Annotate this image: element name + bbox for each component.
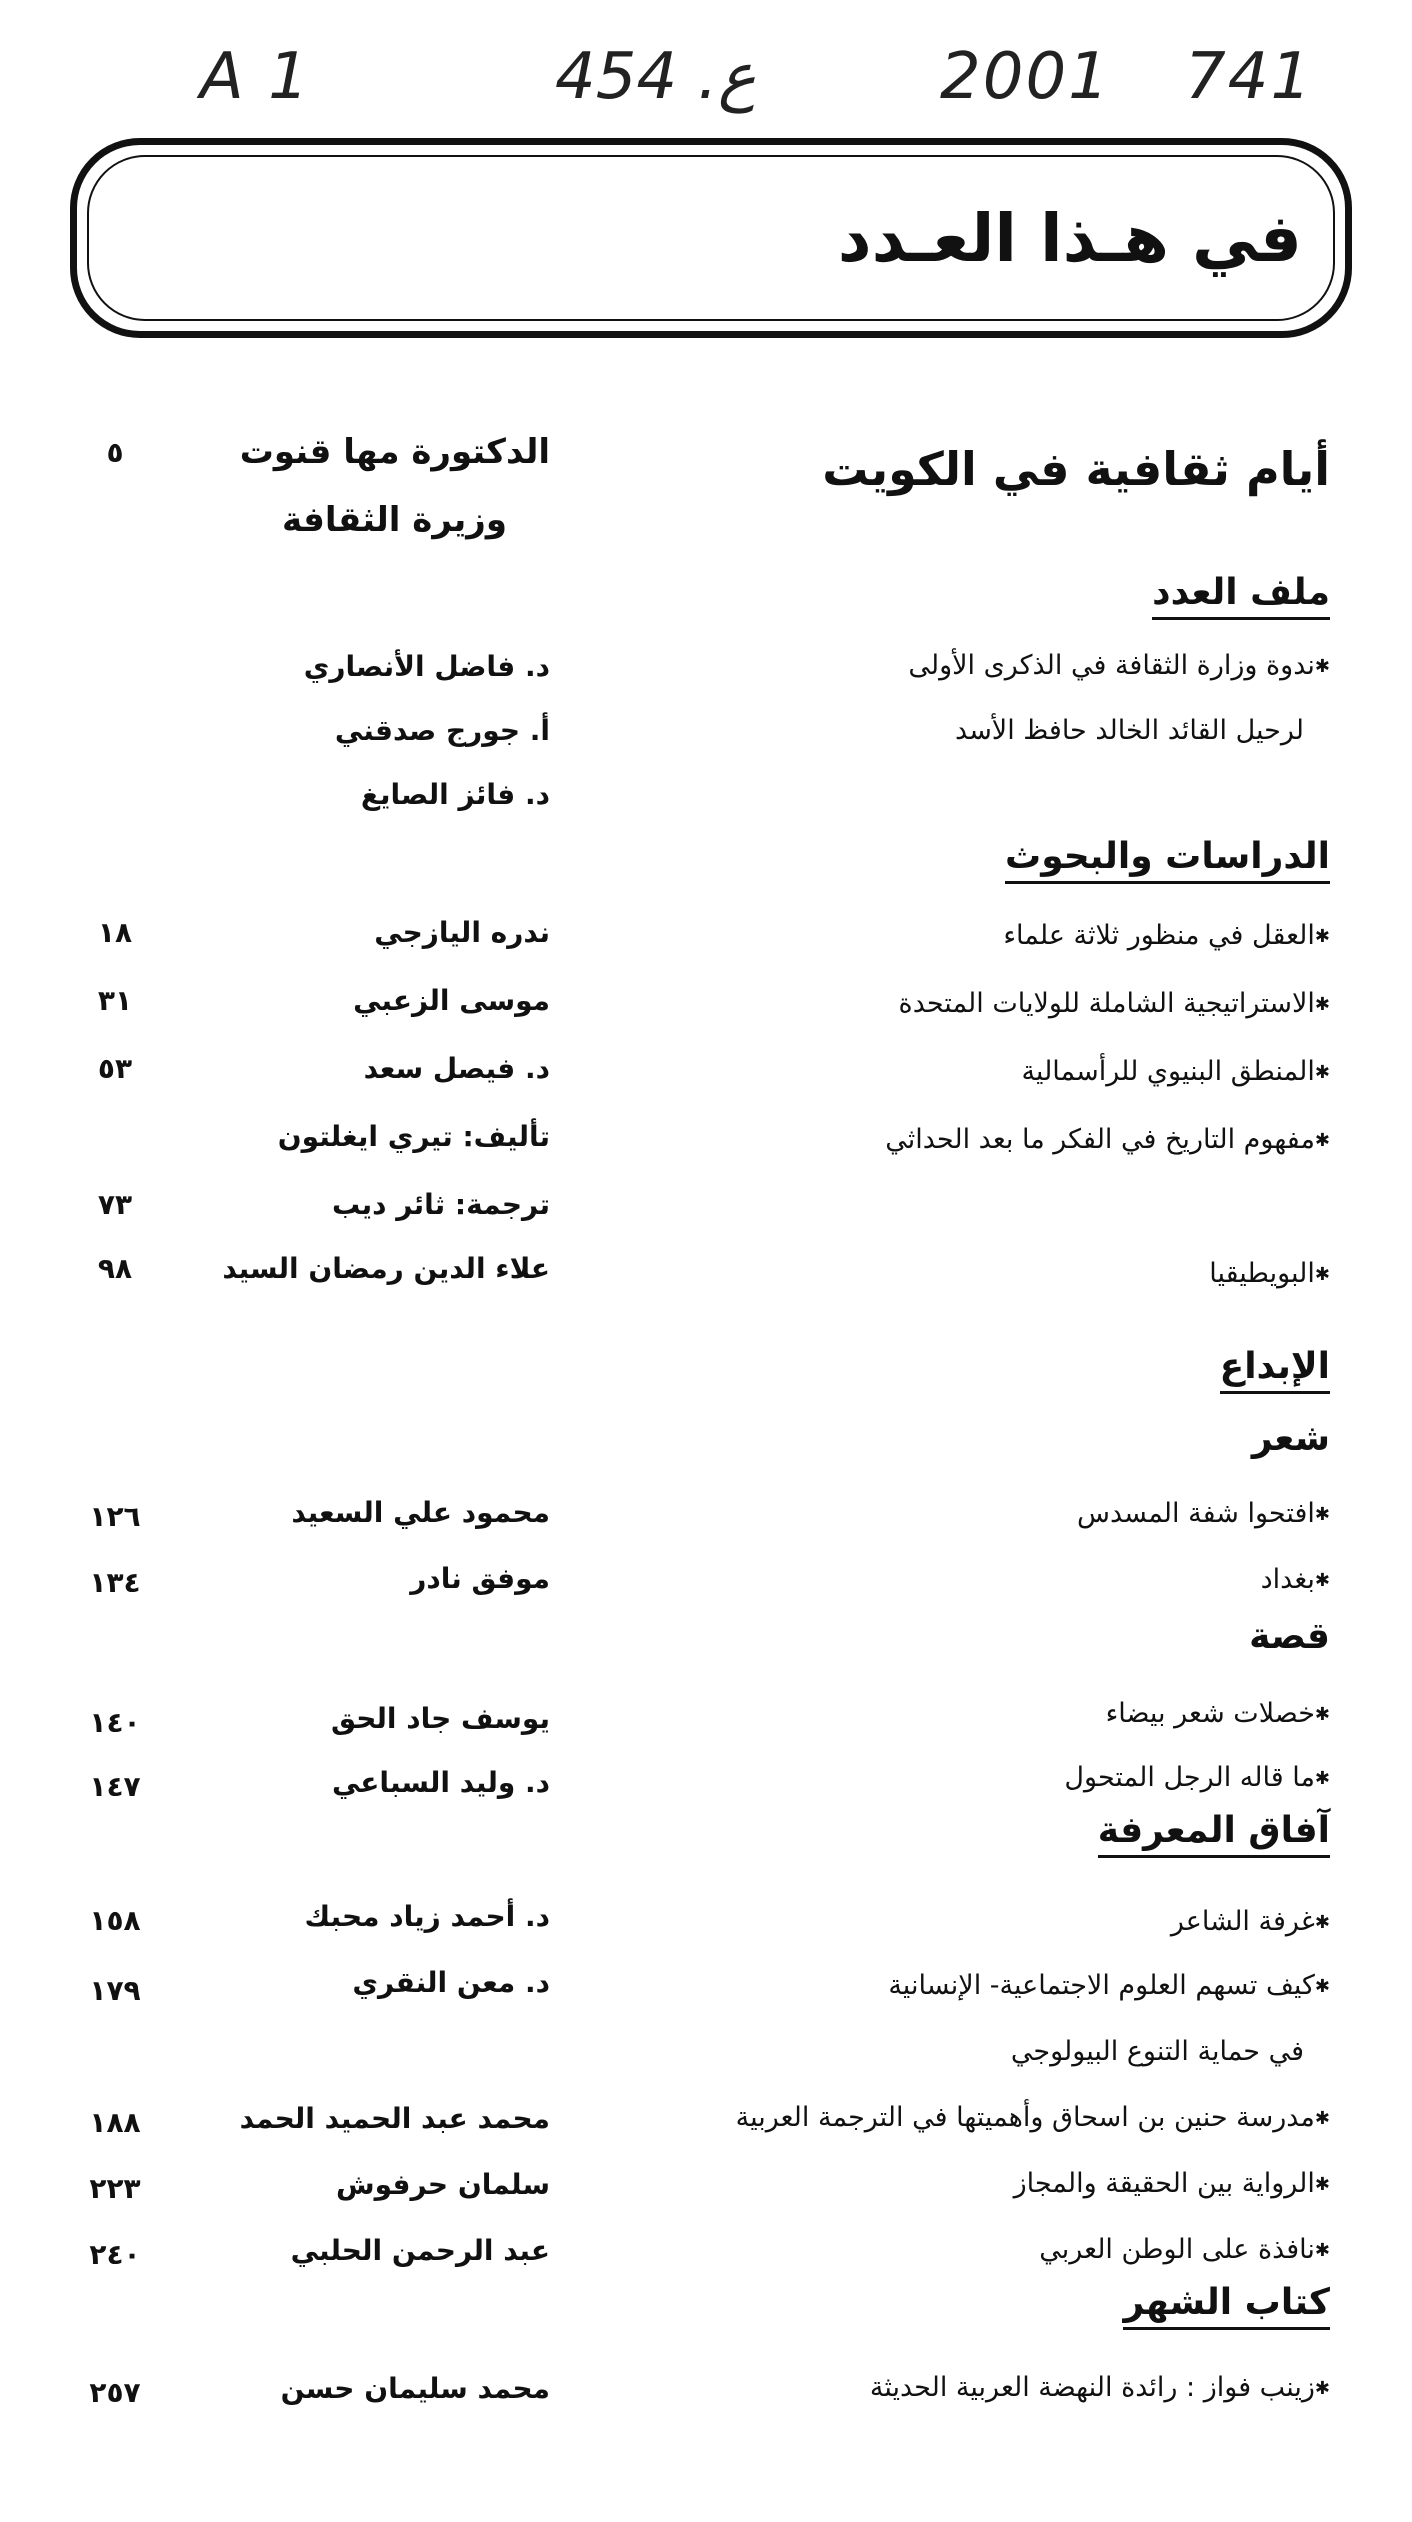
page-title: في هـذا العـدد [837, 200, 1302, 277]
author-h2: د. معن النقري [352, 1966, 550, 1999]
page-s2: ٣١ [97, 984, 133, 1017]
author-b1: محمد سليمان حسن [280, 2372, 550, 2405]
author-s4-translator: ترجمة: ثائر ديب [331, 1188, 550, 1221]
page-b1: ٢٥٧ [89, 2376, 141, 2409]
page-p2: ١٣٤ [89, 1566, 141, 1599]
section-story: قصة [1249, 1616, 1330, 1657]
toc-item-h4[interactable]: ✱ الرواية بين الحقيقة والمجاز [1014, 2168, 1330, 2199]
toc-item-h3[interactable]: ✱ مدرسة حنين بن اسحاق وأهميتها في الترجمة العربية [736, 2102, 1330, 2133]
section-creativity: الإبداع [1220, 1346, 1330, 1394]
handwritten-mark-year: 2001 [940, 40, 1111, 114]
author-ansari: د. فاضل الأنصاري [303, 650, 550, 683]
author-s1: ندره اليازجي [374, 916, 550, 949]
feature-author: الدكتورة مها قنوت [239, 432, 550, 472]
toc-item-b1[interactable]: ✱ زينب فواز : رائدة النهضة العربية الحديثة [870, 2372, 1330, 2403]
toc-item-s2[interactable]: ✱ الاستراتيجية الشاملة للولايات المتحدة [899, 988, 1330, 1019]
author-s3: د. فيصل سعد [363, 1052, 550, 1085]
page-p1: ١٢٦ [89, 1500, 141, 1533]
toc-item-s4[interactable]: ✱ مفهوم التاريخ في الفكر ما بعد الحداثي [885, 1124, 1330, 1155]
author-p2: موفق نادر [410, 1562, 550, 1595]
feature-author-role: وزيرة الثقافة [282, 500, 507, 540]
page-h3: ١٨٨ [89, 2106, 141, 2139]
page-h4: ٢٢٣ [89, 2172, 141, 2205]
handwritten-mark-b: 454 .ع [555, 40, 757, 114]
toc-item-p1[interactable]: ✱ افتحوا شفة المسدس [1077, 1498, 1330, 1529]
section-file: ملف العدد [1152, 572, 1330, 620]
page-s5: ٩٨ [97, 1252, 133, 1285]
toc-item-s3[interactable]: ✱ المنطق البنيوي للرأسمالية [1021, 1056, 1330, 1087]
page-s3: ٥٣ [97, 1052, 133, 1085]
section-horizons: آفاق المعرفة [1098, 1810, 1330, 1858]
handwritten-mark-number: 741 [1185, 40, 1314, 114]
author-p1: محمود علي السعيد [291, 1496, 550, 1529]
author-h3: محمد عبد الحميد الحمد [239, 2102, 550, 2135]
author-sayegh: د. فائز الصايغ [360, 778, 550, 811]
toc-item-h5[interactable]: ✱ نافذة على الوطن العربي [1039, 2234, 1330, 2265]
page-s4: ٧٣ [97, 1188, 133, 1221]
feature-title: أيام ثقافية في الكويت [822, 442, 1330, 496]
page-q2: ١٤٧ [89, 1770, 141, 1803]
author-sidqni: أ. جورج صدقني [334, 714, 550, 747]
page-h2: ١٧٩ [89, 1974, 141, 2007]
handwritten-mark-a: A 1 [200, 40, 311, 114]
section-book: كتاب الشهر [1123, 2282, 1330, 2330]
author-h1: د. أحمد زياد محبك [304, 1900, 550, 1933]
author-s2: موسى الزعبي [353, 984, 550, 1017]
page-s1: ١٨ [97, 916, 133, 949]
toc-item-p2[interactable]: ✱ بغداد [1261, 1564, 1330, 1595]
page-q1: ١٤٠ [89, 1706, 141, 1739]
author-s4-author: تأليف: تيري ايغلتون [277, 1120, 550, 1153]
toc-item-h2[interactable]: ✱ كيف تسهم العلوم الاجتماعية- الإنسانية [888, 1970, 1330, 2001]
toc-item-h1[interactable]: ✱ غرفة الشاعر [1171, 1906, 1330, 1937]
author-q2: د. وليد السباعي [331, 1766, 550, 1799]
page-h5: ٢٤٠ [89, 2238, 141, 2271]
author-q1: يوسف جاد الحق [330, 1702, 550, 1735]
page-h1: ١٥٨ [89, 1904, 141, 1937]
toc-item-nadwa[interactable]: ✱ ندوة وزارة الثقافة في الذكرى الأولى [908, 650, 1330, 681]
toc-item-q2[interactable]: ✱ ما قاله الرجل المتحول [1064, 1762, 1330, 1793]
author-s5: علاء الدين رمضان السيد [222, 1252, 550, 1285]
author-h4: سلمان حرفوش [335, 2168, 550, 2201]
toc-item-s1[interactable]: ✱ العقل في منظور ثلاثة علماء [1003, 920, 1330, 951]
toc-item-q1[interactable]: ✱ خصلات شعر بيضاء [1106, 1698, 1330, 1729]
toc-item-nadwa-line2: لرحيل القائد الخالد حافظ الأسد [955, 715, 1304, 746]
author-h5: عبد الرحمن الحلبي [290, 2234, 550, 2267]
toc-item-h2-line2: في حماية التنوع البيولوجي [1010, 2036, 1304, 2067]
feature-page: ٥ [106, 436, 124, 469]
section-poetry: شعر [1251, 1418, 1330, 1459]
toc-item-s5[interactable]: ✱ البويطيقيا [1209, 1258, 1330, 1289]
section-studies: الدراسات والبحوث [1005, 836, 1330, 884]
